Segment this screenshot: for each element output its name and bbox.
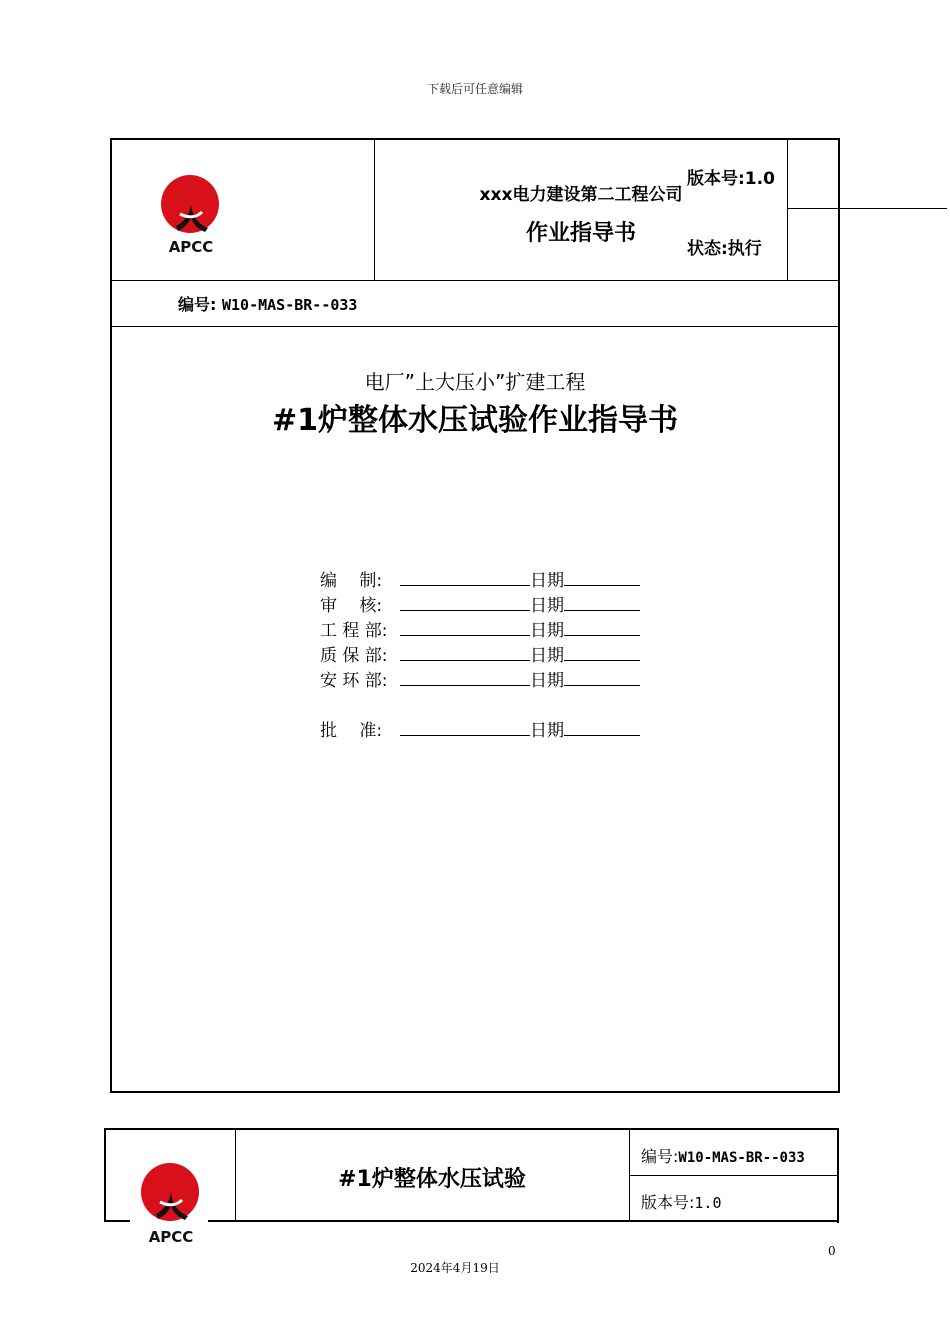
version-value: 1.0 <box>694 1194 722 1212</box>
code-value: W10-MAS-BR--033 <box>221 296 358 314</box>
footer-version <box>641 1190 722 1213</box>
date-label: 日期 <box>530 721 564 741</box>
document-code <box>178 292 357 315</box>
apcc-logo <box>158 174 228 262</box>
signature-row <box>320 616 640 641</box>
signature-blank[interactable] <box>400 594 530 611</box>
date-blank[interactable] <box>564 619 640 636</box>
signature-role: 编 制: <box>320 571 383 591</box>
divider <box>104 1220 130 1222</box>
signature-row <box>320 566 640 591</box>
footer-code <box>641 1144 805 1167</box>
footer-title: #1炉整体水压试验 <box>338 1167 526 1192</box>
date-blank[interactable] <box>564 719 640 736</box>
signature-blank[interactable] <box>400 669 530 686</box>
version: 版本号:1.0 <box>687 169 775 189</box>
code-value: W10-MAS-BR--033 <box>678 1150 805 1166</box>
header-note: 下载后可任意编辑 <box>426 82 523 96</box>
project-subtitle: 电厂”上大压小”扩建工程 <box>364 370 586 394</box>
signature-row <box>320 591 640 616</box>
signature-role: 工 程 部: <box>320 621 388 641</box>
date-blank[interactable] <box>564 644 640 661</box>
date-blank[interactable] <box>564 594 640 611</box>
date-blank[interactable] <box>564 569 640 586</box>
divider <box>112 280 838 281</box>
signature-role: 审 核: <box>320 596 383 616</box>
date-label: 日期 <box>530 671 564 691</box>
divider <box>787 208 947 209</box>
date-blank[interactable] <box>564 669 640 686</box>
page-number: 0 <box>828 1244 836 1258</box>
signature-blank[interactable] <box>400 619 530 636</box>
signature-blank[interactable] <box>400 719 530 736</box>
version-label: 版本号: <box>641 1193 695 1212</box>
divider <box>629 1175 839 1176</box>
apcc-logo <box>136 1162 208 1250</box>
logo-text: APCC <box>168 238 214 256</box>
company-name: xxx电力建设第二工程公司 <box>479 185 683 205</box>
code-label: 编号: <box>178 295 217 314</box>
divider <box>374 140 375 280</box>
signature-role: 质 保 部: <box>320 646 388 666</box>
divider <box>204 1220 839 1222</box>
date-label: 日期 <box>530 596 564 616</box>
divider <box>787 140 788 280</box>
signature-row <box>320 716 640 741</box>
date-label: 日期 <box>530 571 564 591</box>
signature-row <box>320 666 640 691</box>
code-label: 编号: <box>641 1147 679 1166</box>
cover-table <box>110 138 840 1093</box>
date-label: 日期 <box>530 621 564 641</box>
signature-blank[interactable] <box>400 644 530 661</box>
divider <box>104 1128 839 1130</box>
date-label: 日期 <box>530 646 564 666</box>
footer-table <box>104 1128 839 1246</box>
divider <box>104 1128 106 1221</box>
signature-role: 安 环 部: <box>320 671 388 691</box>
signature-blank[interactable] <box>400 569 530 586</box>
doc-type: 作业指导书 <box>525 221 636 246</box>
status: 状态:执行 <box>687 239 762 259</box>
signature-row <box>320 641 640 666</box>
logo-text: APCC <box>148 1228 194 1246</box>
divider <box>112 326 838 327</box>
page-title: #1炉整体水压试验作业指导书 <box>271 403 678 438</box>
signature-role: 批 准: <box>320 721 383 741</box>
footer-date: 2024年4月19日 <box>410 1261 500 1275</box>
